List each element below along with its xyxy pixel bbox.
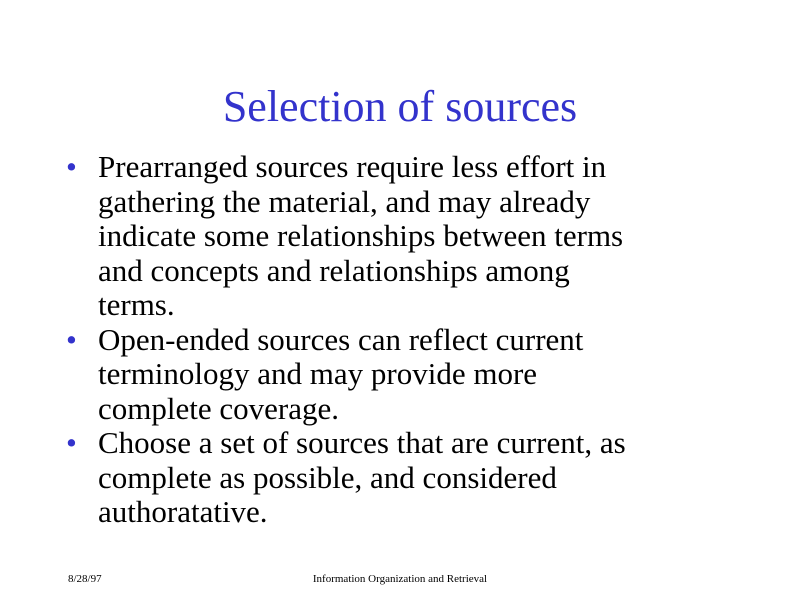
bullet-line: Prearranged sources require less effort in	[98, 149, 607, 184]
bullet-marker: •	[66, 425, 77, 460]
footer-date: 8/28/97	[68, 573, 102, 585]
bullet-line: and concepts and relationships among	[98, 252, 570, 288]
bullet-line: complete as possible, and considered	[98, 459, 557, 495]
bullet-line: complete coverage.	[98, 390, 339, 426]
bullet-item	[66, 426, 766, 530]
slide-title: Selection of sources	[222, 82, 578, 131]
bullet-item	[66, 323, 766, 427]
bullet-line: indicate some relationships between terms	[98, 218, 624, 253]
bullet-line: terms.	[98, 287, 175, 322]
bullet-line: Choose a set of sources that are current, as	[98, 425, 626, 460]
bullet-line: gathering the material, and may already	[98, 183, 591, 219]
bullet-marker: •	[66, 321, 77, 357]
bullet-item	[66, 150, 766, 323]
bullet-line: Open-ended sources can reflect current	[98, 321, 584, 357]
bullet-line: authoratative.	[98, 494, 268, 529]
bullet-list	[66, 150, 766, 530]
bullet-marker: •	[66, 149, 77, 184]
bullet-line: terminology and may provide more	[98, 356, 538, 391]
footer-course-title: Information Organization and Retrieval	[312, 573, 488, 585]
